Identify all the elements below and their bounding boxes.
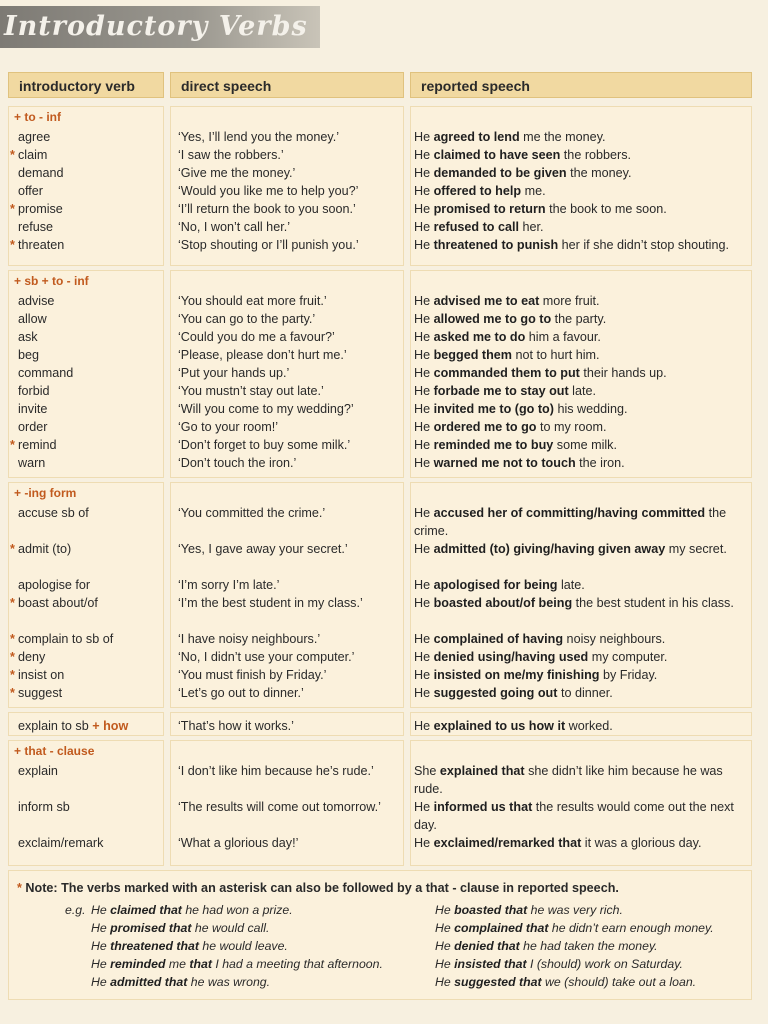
verb-cell: allow: [18, 312, 47, 326]
page-title: Introductory Verbs: [0, 6, 320, 48]
direct-speech-cell: ‘Could you do me a favour?’: [178, 330, 335, 344]
reported-speech-cell: [414, 418, 754, 436]
eg-label: e.g.: [65, 903, 86, 917]
direct-speech-cell: ‘Would you like me to help you?’: [178, 184, 359, 198]
reported-speech-cell: [414, 382, 754, 400]
asterisk-marker: *: [10, 632, 15, 646]
reported-speech-cell: [414, 146, 754, 164]
direct-speech-cell: ‘Don’t forget to buy some milk.’: [178, 438, 351, 452]
reported-text: He invited me to (go to) his wedding.: [414, 402, 628, 416]
asterisk-marker: *: [10, 202, 15, 216]
reported-text: He exclaimed/remarked that it was a glorious day.: [414, 836, 702, 850]
reported-text: He boasted about/of being the best student in his class.: [414, 596, 734, 610]
direct-speech-cell: ‘That’s how it works.’: [178, 719, 294, 733]
table-section: [8, 740, 752, 866]
reported-text: He explained to us how it worked.: [414, 719, 613, 733]
verb-cell: exclaim/remark: [18, 836, 104, 850]
table-section: [8, 482, 752, 708]
verb-cell: command: [18, 366, 74, 380]
verb-cell: beg: [18, 348, 40, 362]
example-text: He promised that he would call.: [91, 921, 270, 935]
example-sentence: [91, 973, 270, 991]
reported-speech-cell: [414, 630, 754, 648]
direct-speech-cell: ‘You mustn’t stay out late.’: [178, 384, 324, 398]
direct-speech-cell: ‘Will you come to my wedding?’: [178, 402, 354, 416]
group-label: + that - clause: [14, 744, 95, 758]
reported-text: He promised to return the book to me soon.: [414, 202, 667, 216]
verb-cell: order: [18, 420, 48, 434]
reported-text: She explained that she didn’t like him because he was rude.: [414, 764, 723, 796]
reported-text: He admitted (to) giving/having given away my secret.: [414, 542, 727, 556]
reported-text: He begged them not to hurt him.: [414, 348, 600, 362]
reported-speech-cell: [414, 364, 754, 382]
reported-speech-cell: [414, 400, 754, 418]
example-text: He admitted that he was wrong.: [91, 975, 271, 989]
example-text: He denied that he had taken the money.: [435, 939, 658, 953]
verb-cell: apologise for: [18, 578, 91, 592]
verb-cell: forbid: [18, 384, 50, 398]
verb-cell: demand: [18, 166, 64, 180]
direct-speech-cell: ‘No, I didn’t use your computer.’: [178, 650, 355, 664]
example-sentence: [435, 919, 714, 937]
reported-speech-cell: [414, 540, 754, 558]
note-asterisk: *: [17, 881, 22, 895]
header-introductory-verb: introductory verb: [8, 72, 164, 98]
reported-speech-cell: [414, 576, 754, 594]
reported-text: He suggested going out to dinner.: [414, 686, 613, 700]
verb-cell: * insist on: [10, 668, 65, 682]
direct-speech-cell: ‘What a glorious day!’: [178, 836, 299, 850]
reported-text: He denied using/having used my computer.: [414, 650, 668, 664]
asterisk-marker: *: [10, 686, 15, 700]
direct-speech-cell: ‘I’ll return the book to you soon.’: [178, 202, 356, 216]
direct-speech-cell: ‘You can go to the party.’: [178, 312, 316, 326]
table-section: [8, 106, 752, 266]
direct-speech-cell: ‘Stop shouting or I’ll punish you.’: [178, 238, 359, 252]
verb-cell: refuse: [18, 220, 54, 234]
example-sentence: [91, 937, 288, 955]
note-box: [8, 870, 752, 1000]
verb-cell: * complain to sb of: [10, 632, 114, 646]
note-label: Note: The verbs marked with an asterisk can also be followed by a that - clause in reported speech.: [25, 881, 619, 895]
reported-text: He demanded to be given the money.: [414, 166, 632, 180]
verb-cell: offer: [18, 184, 43, 198]
reported-text: He ordered me to go to my room.: [414, 420, 607, 434]
example-text: He claimed that he had won a prize.: [91, 903, 293, 917]
direct-speech-cell: ‘Go to your room!’: [178, 420, 279, 434]
example-text: He boasted that he was very rich.: [435, 903, 623, 917]
reported-speech-cell: [414, 164, 754, 182]
reported-speech-cell: [414, 798, 754, 834]
verb-cell: * admit (to): [10, 542, 72, 556]
reported-speech-cell: [414, 504, 754, 540]
reported-speech-cell: [414, 648, 754, 666]
verb-cell: accuse sb of: [18, 506, 89, 520]
reported-speech-cell: [414, 236, 754, 254]
example-sentence: [91, 901, 293, 919]
verb-cell: * threaten: [10, 238, 65, 252]
reported-text: He warned me not to touch the iron.: [414, 456, 625, 470]
reported-text: He informed us that the results would come out the next day.: [414, 800, 734, 832]
reported-text: He agreed to lend me the money.: [414, 130, 606, 144]
direct-speech-cell: ‘Yes, I gave away your secret.’: [178, 542, 348, 556]
reported-text: He threatened to punish her if she didn’t stop shouting.: [414, 238, 729, 252]
group-label: + sb + to - inf: [14, 274, 89, 288]
direct-speech-cell: ‘Put your hands up.’: [178, 366, 290, 380]
group-label: + -ing form: [14, 486, 77, 500]
verb-cell: inform sb: [18, 800, 70, 814]
reported-text: He forbade me to stay out late.: [414, 384, 596, 398]
example-text: He threatened that he would leave.: [91, 939, 288, 953]
asterisk-marker: *: [10, 438, 15, 452]
table-section: [8, 712, 752, 736]
direct-speech-cell: ‘You must finish by Friday.’: [178, 668, 327, 682]
table-section: [8, 270, 752, 478]
direct-speech-cell: ‘I saw the robbers.’: [178, 148, 284, 162]
direct-speech-cell: ‘I don’t like him because he’s rude.’: [178, 764, 374, 778]
header-direct-speech: direct speech: [170, 72, 404, 98]
reported-text: He claimed to have seen the robbers.: [414, 148, 632, 162]
direct-speech-cell: ‘I’m the best student in my class.’: [178, 596, 363, 610]
reported-speech-cell: [414, 717, 754, 735]
example-sentence: [91, 955, 383, 973]
asterisk-marker: *: [10, 148, 15, 162]
reported-speech-cell: [414, 762, 754, 798]
reported-text: He allowed me to go to the party.: [414, 312, 607, 326]
reported-text: He commanded them to put their hands up.: [414, 366, 667, 380]
verb-cell: * remind: [10, 438, 57, 452]
reported-speech-cell: [414, 128, 754, 146]
asterisk-marker: *: [10, 596, 15, 610]
direct-speech-cell: ‘No, I won’t call her.’: [178, 220, 290, 234]
direct-speech-cell: ‘You committed the crime.’: [178, 506, 326, 520]
reported-text: He asked me to do him a favour.: [414, 330, 601, 344]
reported-speech-cell: [414, 594, 754, 612]
example-sentence: [435, 973, 696, 991]
direct-speech-cell: ‘I have noisy neighbours.’: [178, 632, 321, 646]
asterisk-marker: *: [10, 542, 15, 556]
verb-cell: * boast about/of: [10, 596, 98, 610]
example-sentence: [91, 919, 269, 937]
example-sentence: [435, 901, 623, 919]
reported-speech-cell: [414, 218, 754, 236]
verb-cell: * deny: [10, 650, 46, 664]
reported-text: He reminded me to buy some milk.: [414, 438, 617, 452]
header-reported-speech: reported speech: [410, 72, 752, 98]
verb-cell: * promise: [10, 202, 63, 216]
reported-text: He refused to call her.: [414, 220, 544, 234]
reported-speech-cell: [414, 454, 754, 472]
direct-speech-cell: ‘Please, please don’t hurt me.’: [178, 348, 347, 362]
reported-text: He complained of having noisy neighbours.: [414, 632, 666, 646]
reported-text: He advised me to eat more fruit.: [414, 294, 600, 308]
reported-speech-cell: [414, 292, 754, 310]
example-text: He insisted that I (should) work on Saturday.: [435, 957, 683, 971]
reported-text: He offered to help me.: [414, 184, 546, 198]
direct-speech-cell: ‘Don’t touch the iron.’: [178, 456, 297, 470]
reported-speech-cell: [414, 328, 754, 346]
reported-speech-cell: [414, 666, 754, 684]
direct-speech-cell: ‘The results will come out tomorrow.’: [178, 800, 381, 814]
verb-cell: * claim: [10, 148, 48, 162]
verb-cell: advise: [18, 294, 55, 308]
example-text: He reminded me that I had a meeting that afternoon.: [91, 957, 383, 971]
reported-speech-cell: [414, 684, 754, 702]
direct-speech-cell: ‘I’m sorry I’m late.’: [178, 578, 280, 592]
example-text: He suggested that we (should) take out a loan.: [435, 975, 697, 989]
group-label: + to - inf: [14, 110, 61, 124]
reported-speech-cell: [414, 346, 754, 364]
reported-text: He apologised for being late.: [414, 578, 585, 592]
reported-speech-cell: [414, 182, 754, 200]
verb-cell: ask: [18, 330, 38, 344]
note-text: [17, 881, 619, 895]
reported-speech-cell: [414, 834, 754, 852]
direct-speech-cell: ‘Let’s go out to dinner.’: [178, 686, 304, 700]
verb-cell: explain: [18, 764, 58, 778]
example-sentence: [435, 937, 658, 955]
example-text: He complained that he didn’t earn enough money.: [435, 921, 714, 935]
asterisk-marker: *: [10, 238, 15, 252]
direct-speech-cell: ‘You should eat more fruit.’: [178, 294, 327, 308]
verb-cell: explain to sb + how: [18, 719, 129, 733]
direct-speech-cell: ‘Give me the money.’: [178, 166, 296, 180]
reported-speech-cell: [414, 310, 754, 328]
verb-cell: warn: [18, 456, 46, 470]
reported-speech-cell: [414, 436, 754, 454]
verb-cell: invite: [18, 402, 48, 416]
asterisk-marker: *: [10, 650, 15, 664]
verb-cell: * suggest: [10, 686, 63, 700]
verb-cell: agree: [18, 130, 51, 144]
reported-speech-cell: [414, 200, 754, 218]
direct-speech-cell: ‘Yes, I’ll lend you the money.’: [178, 130, 340, 144]
reported-text: He accused her of committing/having committed the crime.: [414, 506, 727, 538]
example-sentence: [435, 955, 683, 973]
asterisk-marker: *: [10, 668, 15, 682]
reported-text: He insisted on me/my finishing by Friday.: [414, 668, 658, 682]
